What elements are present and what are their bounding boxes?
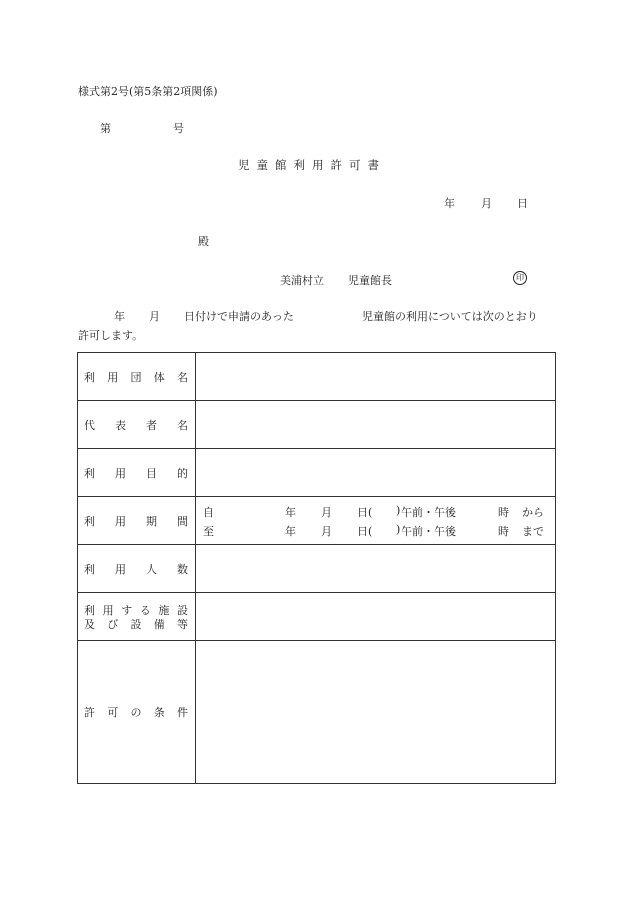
conditions-field[interactable] — [196, 641, 556, 784]
intro-month: 月 — [149, 310, 160, 323]
seal-icon: 印 — [513, 271, 527, 285]
date-year-label: 年 — [444, 197, 455, 210]
intro-phrase-2: 児童館の利用については次のとおり — [362, 310, 538, 323]
group-name-field[interactable] — [196, 353, 556, 401]
intro-year: 年 — [114, 310, 125, 323]
row-label: 利 用 期 間 — [78, 497, 196, 545]
table-row — [78, 449, 556, 497]
row-label: 利 用 す る 施 設 及 び 設 備 等 — [78, 593, 196, 641]
number-suffix: 号 — [173, 122, 184, 135]
form-reference: 様式第2号(第5条第2項関係) — [78, 85, 218, 98]
page-title: 児童館利用許可書 — [238, 158, 386, 172]
table-row — [78, 401, 556, 449]
issuer-title: 児童館長 — [348, 274, 392, 287]
permit-table — [77, 352, 556, 784]
attendees-field[interactable] — [196, 545, 556, 593]
period-to: 至 年 月 日( ) 午前・午後 時 まで — [203, 523, 544, 538]
intro-continuation: 許可します。 — [78, 329, 144, 342]
row-label: 許 可 の 条 件 — [78, 641, 196, 784]
table-row — [78, 497, 556, 545]
issuer-village: 美浦村立 — [280, 274, 324, 287]
intro-phrase: 日付けで申請のあった — [184, 310, 294, 323]
row-label: 代 表 者 名 — [78, 401, 196, 449]
table-row — [78, 545, 556, 593]
row-label: 利 用 人 数 — [78, 545, 196, 593]
purpose-field[interactable] — [196, 449, 556, 497]
table-row — [78, 641, 556, 784]
period-field[interactable] — [196, 497, 556, 545]
addressee-honorific: 殿 — [198, 235, 209, 248]
row-label: 利 用 目 的 — [78, 449, 196, 497]
intro-line — [0, 311, 630, 325]
row-label: 利 用 団 体 名 — [78, 353, 196, 401]
date-month-label: 月 — [481, 197, 492, 210]
period-from: 自 年 月 日( ) 午前・午後 時 から — [203, 504, 544, 519]
table-row — [78, 593, 556, 641]
facilities-field[interactable] — [196, 593, 556, 641]
date-day-label: 日 — [517, 197, 528, 210]
table-row — [78, 353, 556, 401]
number-prefix: 第 — [100, 122, 111, 135]
representative-field[interactable] — [196, 401, 556, 449]
